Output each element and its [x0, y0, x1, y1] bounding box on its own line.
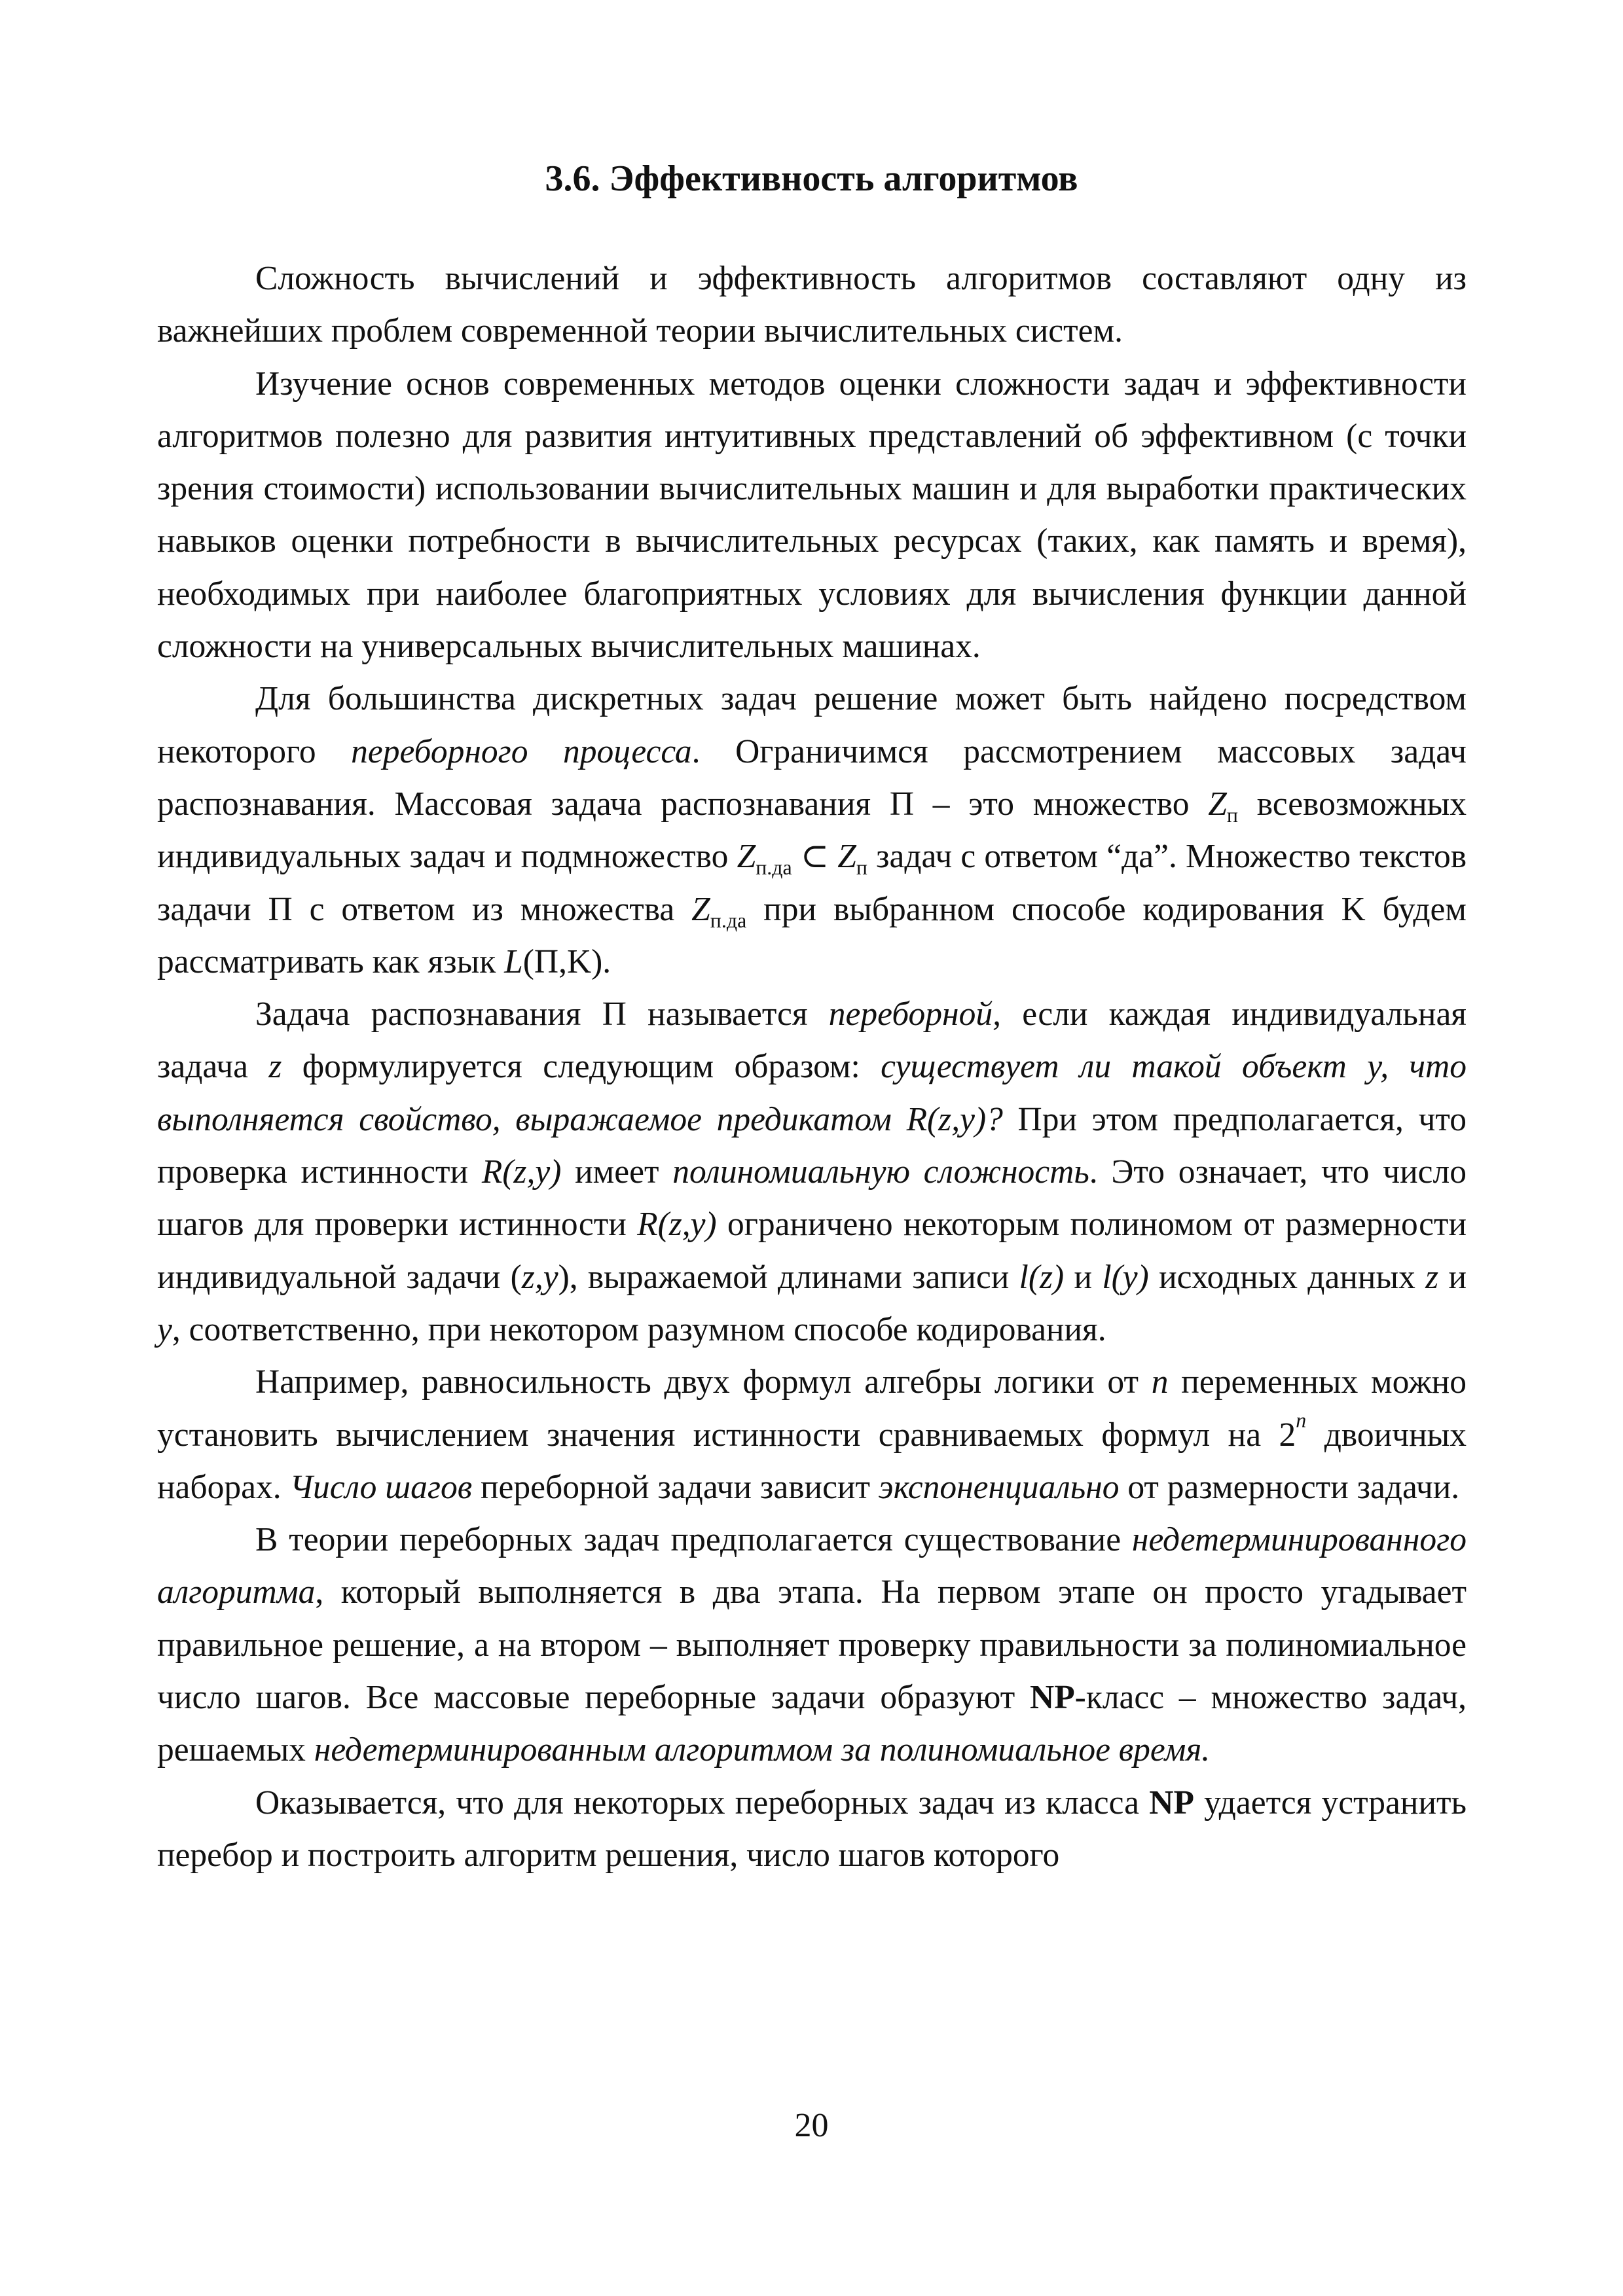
math-symbol: l(y) — [1102, 1258, 1149, 1296]
text-run: удается устранить перебор и построить алгоритм решения, число шагов которого — [157, 1784, 1467, 1874]
body-text — [157, 253, 1467, 1882]
np-class-label: NP — [1030, 1679, 1075, 1717]
math-subscript: п — [856, 856, 867, 880]
paragraph-np-continuation — [157, 1777, 1467, 1882]
paragraph-search-problem — [157, 988, 1467, 1356]
math-symbol: z,y — [521, 1258, 558, 1296]
math-subscript: п.да — [756, 856, 792, 880]
emphasis: экспоненциально — [878, 1468, 1120, 1506]
text-run: . Это означает, что число шагов для проверки истинности — [157, 1153, 1467, 1244]
text-run: -класс – множество задач, решаемых — [157, 1679, 1467, 1769]
text-run: и — [1064, 1258, 1103, 1296]
math-symbol: Z — [837, 838, 856, 876]
text-run: при выбранном способе кодирования K будем рассматривать как язык — [157, 890, 1467, 980]
math-symbol: Z — [691, 890, 710, 928]
text-run: , который выполняется в два этапа. На первом этапе он просто угадывает правильное решение, а на втором – выполняет проверку правильности за полиномиальное число шагов. Все массовые переборные задачи образуют — [157, 1573, 1467, 1717]
math-symbol: n — [1151, 1363, 1169, 1401]
text-run: Для большинства дискретных задач решение может быть найдено посредством некоторого — [157, 680, 1467, 770]
paragraph-nondeterministic-algorithm — [157, 1514, 1467, 1776]
page-number: 20 — [794, 2107, 829, 2144]
text-run: двоичных наборах. — [157, 1416, 1467, 1506]
text-run: формулируется следующим образом: — [282, 1048, 881, 1086]
text-run: , соответственно, при некотором разумном способе кодирования. — [172, 1310, 1106, 1348]
math-symbol: l(z) — [1019, 1258, 1065, 1296]
section-title: 3.6. Эффективность алгоритмов — [545, 158, 1078, 199]
paragraph-text: Изучение основ современных методов оценки сложности задач и эффективности алгоритмов полезно для развития интуитивных представлений об эффективном (с точки зрения стоимости) использовании вычислительных машин и для выработки практических навыков оценки потребности в вычислительных ресурсах (таких, как память и время), необходимых при наиболее благоприятных условиях для вычисления функции данной сложности на универсальных вычислительных машинах. — [157, 365, 1467, 666]
emphasis: переборного процесса — [351, 732, 692, 770]
math-predicate: R(z,y) — [637, 1206, 717, 1244]
paragraph-recognition-problems — [157, 673, 1467, 988]
math-symbol: Z — [1208, 785, 1227, 823]
text-run: переборной задачи зависит — [472, 1468, 879, 1506]
emphasis: недетерминированным алгоритмом за полиномиальное время. — [314, 1731, 1211, 1769]
math-subscript: п.да — [710, 908, 747, 932]
text-run: исходных данных — [1148, 1258, 1426, 1296]
math-predicate: R(z,y)? — [906, 1100, 1003, 1138]
math-symbol: z — [268, 1048, 282, 1086]
math-symbol: L — [504, 942, 523, 980]
text-run: Например, равносильность двух формул алгебры логики от — [255, 1363, 1152, 1401]
subset-symbol: ⊂ — [792, 838, 838, 876]
math-symbol: Z — [737, 838, 756, 876]
paragraph-complexity-intro — [157, 253, 1467, 358]
text-run: переменных можно установить вычислением значения истинности сравниваемых формул на 2 — [157, 1363, 1467, 1454]
text-run: При этом предполагается, что проверка истинности — [157, 1100, 1467, 1191]
text-run: имеет — [561, 1153, 673, 1191]
text-run: В теории переборных задач предполагается существование — [255, 1521, 1132, 1559]
math-superscript: n — [1296, 1408, 1307, 1431]
text-run: всевозможных индивидуальных задач и подмножество — [157, 785, 1467, 876]
text-run: Оказывается, что для некоторых переборных задач из класса — [255, 1784, 1150, 1821]
math-subscript: п — [1226, 804, 1238, 827]
np-class-label: NP — [1149, 1784, 1194, 1821]
emphasis: Число шагов — [289, 1468, 473, 1506]
text-run: от размерности задачи. — [1119, 1468, 1460, 1506]
paragraph-complexity-methods — [157, 358, 1467, 673]
text-run: и — [1438, 1258, 1467, 1296]
paragraph-text: Сложность вычислений и эффективность алгоритмов составляют одну из важнейших проблем современной теории вычислительных систем. — [157, 260, 1467, 350]
emphasis: полиномиальную сложность — [672, 1153, 1089, 1191]
text-run: . Ограничимся рассмотрением массовых задач распознавания. Массовая задача распознавания П – это множество — [157, 732, 1467, 823]
text-run: (П,K). — [522, 942, 611, 980]
emphasis: недетерминированного алгоритма — [157, 1521, 1467, 1611]
text-run: задач с ответом “да”. Множество текстов задачи П с ответом из множества — [157, 838, 1467, 928]
text-run: Задача распознавания П называется — [255, 996, 829, 1033]
math-predicate: R(z,y) — [481, 1153, 562, 1191]
paragraph-exponential-example — [157, 1356, 1467, 1514]
math-symbol: z — [1425, 1258, 1439, 1296]
math-symbol: y — [157, 1310, 172, 1348]
text-run: ), выражаемой длинами записи — [558, 1258, 1019, 1296]
emphasis: существует ли такой объект y, что выполняется свойство, выражаемое предикатом — [157, 1048, 1467, 1138]
text-run: если каждая индивидуальная задача — [157, 996, 1467, 1086]
text-run: ограничено некоторым полиномом от размерности индивидуальной задачи ( — [157, 1206, 1467, 1296]
emphasis: переборной, — [828, 996, 1001, 1033]
